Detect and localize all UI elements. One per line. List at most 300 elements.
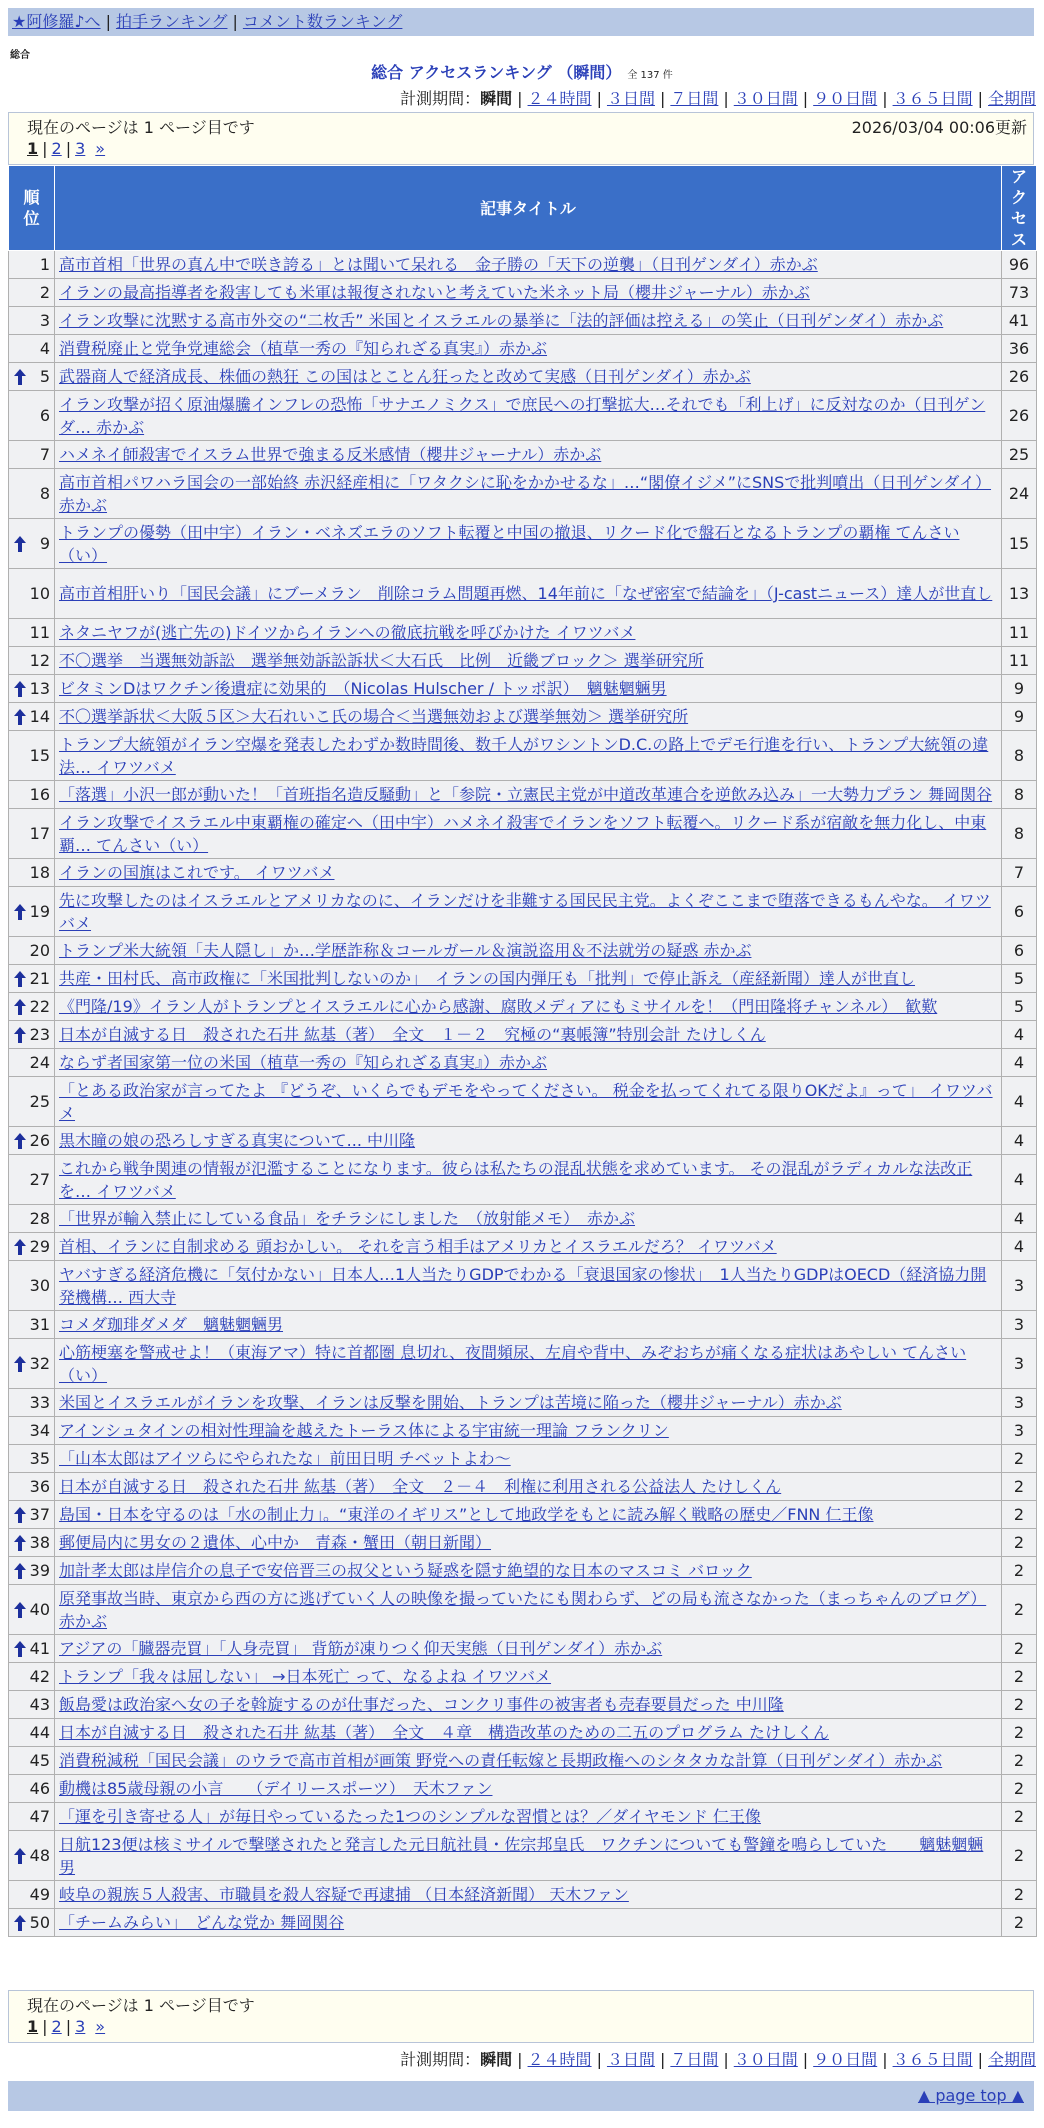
title-cell — [55, 1021, 1002, 1049]
article-link[interactable]: 岐阜の親族５人殺害、市職員を殺人容疑で再逮捕 （日本経済新聞） 天木ファン — [59, 1885, 629, 1904]
page-link[interactable]: 2 — [51, 2017, 62, 2036]
rank-cell — [9, 279, 55, 307]
access-count: 2 — [1002, 1909, 1037, 1937]
title-cell — [55, 519, 1002, 569]
table-row — [9, 1417, 1037, 1445]
up-arrow-icon — [13, 1132, 27, 1150]
article-link[interactable]: 「山本太郎はアイツらにやられたな」前田日明 チベットよわ～ — [59, 1449, 511, 1468]
access-count: 4 — [1002, 1127, 1037, 1155]
ranking-title: 総合 アクセスランキング （瞬間） — [371, 63, 622, 82]
article-link[interactable]: 日航123便は核ミサイルで撃墜されたと発言した元日航社員・佐宗邦皇氏 ワクチンについても警鐘を鳴らしていた 魑魅魍魎男 — [59, 1834, 984, 1877]
title-cell — [55, 1127, 1002, 1155]
rank-number: 31 — [29, 1315, 50, 1334]
title-cell — [55, 1417, 1002, 1445]
rank-cell — [9, 1311, 55, 1339]
table-row — [9, 1445, 1037, 1473]
title-cell — [55, 335, 1002, 363]
rank-number: 44 — [29, 1723, 50, 1742]
rank-cell — [9, 251, 55, 279]
rank-cell — [9, 1691, 55, 1719]
article-link[interactable]: 武器商人で経済成長、株価の熱狂 この国はとことん狂ったと改めて実感（日刊ゲンダイ）赤かぶ — [59, 367, 751, 386]
rank-number: 47 — [29, 1807, 50, 1826]
rank-cell — [9, 1339, 55, 1389]
article-link[interactable]: 不〇選挙 当選無効訴訟 選挙無効訴訟訴状＜大石氏 比例 近畿ブロック＞ 選挙研究所 — [59, 651, 704, 670]
period-label: 計測期間： — [400, 2050, 481, 2069]
rank-number: 43 — [29, 1695, 50, 1714]
table-row — [9, 1049, 1037, 1077]
article-link[interactable]: ネタニヤフが(逃亡先の)ドイツからイランへの徹底抗戦を呼びかけた イワツバメ — [59, 623, 636, 642]
rank-cell — [9, 1557, 55, 1585]
rank-number: 23 — [29, 1025, 50, 1044]
article-link[interactable]: 飯島愛は政治家へ女の子を斡旋するのが仕事だった、コンクリ事件の被害者も売春要員だった 中川隆 — [59, 1695, 784, 1714]
top-navigation-bar — [8, 8, 1034, 36]
title-cell — [55, 1909, 1002, 1937]
rank-number: 28 — [29, 1209, 50, 1228]
article-link[interactable]: コメダ珈琲ダメダ 魑魅魍魎男 — [59, 1315, 284, 1334]
title-cell — [55, 1557, 1002, 1585]
total-count: 全 137 件 — [627, 70, 673, 81]
period-selector-bottom — [400, 2047, 1036, 2070]
table-row — [9, 569, 1037, 619]
title-cell — [55, 1831, 1002, 1881]
title-cell — [55, 887, 1002, 937]
rank-number: 5 — [39, 367, 50, 386]
title-cell — [55, 965, 1002, 993]
title-cell — [55, 1691, 1002, 1719]
rank-cell — [9, 1127, 55, 1155]
period-link[interactable]: ３０日間 — [733, 89, 798, 108]
period-separator: | — [882, 89, 888, 108]
rank-cell — [9, 1417, 55, 1445]
table-row — [9, 519, 1037, 569]
access-count: 26 — [1002, 363, 1037, 391]
article-link[interactable]: 共産・田村氏、高市政権に「米国批判しないのか」 イランの国内弾圧も「批判」で停止訴え（産経新聞）達人が世直し — [59, 969, 916, 988]
table-row — [9, 887, 1037, 937]
rank-number: 17 — [29, 824, 50, 843]
up-arrow-icon — [13, 1562, 27, 1580]
rank-number: 35 — [29, 1449, 50, 1468]
rank-number: 9 — [39, 534, 50, 553]
access-count: 3 — [1002, 1339, 1037, 1389]
rank-cell — [9, 1719, 55, 1747]
article-link[interactable]: 高市首相肝いり「国民会議」にブーメラン 削除コラム問題再燃、14年前に「なぜ密室で結論を」（J-castニュース）達人が世直し — [59, 584, 993, 603]
access-count: 26 — [1002, 391, 1037, 441]
rank-cell — [9, 1831, 55, 1881]
up-arrow-icon — [13, 903, 27, 921]
rank-number: 39 — [29, 1561, 50, 1580]
title-cell — [55, 1261, 1002, 1311]
access-count: 5 — [1002, 993, 1037, 1021]
access-count: 3 — [1002, 1389, 1037, 1417]
article-link[interactable]: 「落選」小沢一郎が動いた！「首班指名造反騒動」と「参院・立憲民主党が中道改革連合を逆飲み込み」一大勢力プラン 舞岡関谷 — [59, 785, 993, 804]
access-count: 2 — [1002, 1747, 1037, 1775]
table-row — [9, 335, 1037, 363]
up-arrow-icon — [13, 1026, 27, 1044]
article-link[interactable]: ハメネイ師殺害でイスラム世界で強まる反米感情（櫻井ジャーナル）赤かぶ — [59, 445, 602, 464]
rank-cell — [9, 1389, 55, 1417]
article-link[interactable]: 高市首相「世界の真ん中で咲き誇る」とは聞いて呆れる 金子勝の「天下の逆襲」（日刊ゲンダイ）赤かぶ — [59, 255, 818, 274]
page-current: 1 — [27, 139, 39, 158]
access-count: 4 — [1002, 1205, 1037, 1233]
period-link[interactable]: ９０日間 — [813, 2050, 878, 2069]
period-link[interactable]: ７日間 — [670, 89, 719, 108]
title-cell — [55, 675, 1002, 703]
access-count: 2 — [1002, 1635, 1037, 1663]
up-arrow-icon — [13, 368, 27, 386]
table-row — [9, 1155, 1037, 1205]
rank-number: 36 — [29, 1477, 50, 1496]
rank-cell — [9, 887, 55, 937]
article-link[interactable]: トランプ「我々は屈しない」 →日本死亡 って、なるよね イワツバメ — [59, 1667, 552, 1686]
up-arrow-icon — [13, 1847, 27, 1865]
page-separator: | — [42, 2017, 48, 2036]
title-cell — [55, 279, 1002, 307]
table-row — [9, 1775, 1037, 1803]
article-link[interactable]: 「とある政治家が言ってたよ 『どうぞ、いくらでもデモをやってください。 税金を払ってくれてる限りOKだよ』って」 イワツバメ — [59, 1080, 993, 1123]
article-link[interactable]: 「運を引き寄せる人」が毎日やっているたった1つのシンプルな習慣とは？／ダイヤモンド 仁王像 — [59, 1807, 761, 1826]
title-cell — [55, 1775, 1002, 1803]
access-count: 2 — [1002, 1719, 1037, 1747]
rank-number: 19 — [29, 902, 50, 921]
period-separator: | — [596, 89, 602, 108]
period-separator: | — [659, 2050, 666, 2069]
table-row — [9, 1311, 1037, 1339]
rank-cell — [9, 1205, 55, 1233]
rank-cell — [9, 703, 55, 731]
rank-cell — [9, 469, 55, 519]
article-link[interactable]: イラン攻撃が招く原油爆騰インフレの恐怖「サナエノミクス」で庶民への打撃拡大…それでも「利上げ」に反対なのか（日刊ゲンダ… 赤かぶ — [59, 394, 986, 437]
table-row — [9, 1585, 1037, 1635]
home-link[interactable]: ★阿修羅♪へ — [12, 12, 101, 31]
article-link[interactable]: 日本が自滅する日 殺された石井 紘基（著） 全文 ２－４ 利権に利用される公益法人 たけしくん — [59, 1477, 782, 1496]
access-count: 3 — [1002, 1261, 1037, 1311]
current-page-text: 現在のページは 1 ページ目です — [27, 1996, 255, 2015]
table-row — [9, 703, 1037, 731]
article-link[interactable]: トランプ大統領がイラン空爆を発表したわずか数時間後、数千人がワシントンD.C.の路上でデモ行進を行い、トランプ大統領の違法… イワツバメ — [59, 734, 989, 777]
article-link[interactable]: イラン攻撃に沈黙する高市外交の“二枚舌” 米国とイスラエルの暴挙に「法的評価は控える」の笑止（日刊ゲンダイ）赤かぶ — [59, 311, 944, 330]
period-selector-top — [400, 86, 1036, 109]
page-link[interactable]: 3 — [75, 2017, 86, 2036]
table-row — [9, 1233, 1037, 1261]
title-cell — [55, 1881, 1002, 1909]
article-link[interactable]: 加計孝太郎は岸信介の息子で安倍晋三の叔父という疑惑を隠す絶望的な日本のマスコミ バロック — [59, 1561, 752, 1580]
page-separator: | — [65, 2017, 72, 2036]
access-count: 5 — [1002, 965, 1037, 993]
title-cell — [55, 703, 1002, 731]
access-count: 2 — [1002, 1803, 1037, 1831]
rank-cell — [9, 937, 55, 965]
article-link[interactable]: 日本が自滅する日 殺された石井 紘基（著） 全文 １－２ 究極の“裏帳簿”特別会計 たけしくん — [59, 1025, 766, 1044]
page-top-link[interactable]: ▲ page top ▲ — [917, 2086, 1024, 2105]
period-label: 計測期間： — [400, 89, 481, 108]
title-cell — [55, 731, 1002, 781]
rank-cell — [9, 809, 55, 859]
article-link[interactable]: 郵便局内に男女の２遺体、心中か 青森・蟹田（朝日新聞） — [59, 1533, 492, 1552]
access-count: 2 — [1002, 1775, 1037, 1803]
rank-number: 26 — [29, 1131, 50, 1150]
period-current: 瞬間 — [480, 89, 513, 108]
rank-number: 15 — [29, 746, 50, 765]
article-link[interactable]: 高市首相パワハラ国会の一部始終 赤沢経産相に「ワタクシに恥をかかせるな」…“閣僚イジメ”にSNSで批判噴出（日刊ゲンダイ）赤かぶ — [59, 472, 992, 515]
table-row — [9, 307, 1037, 335]
rank-cell — [9, 1803, 55, 1831]
article-link[interactable]: 黒木瞳の娘の恐ろしすぎる真実について... 中川隆 — [59, 1131, 416, 1150]
table-row — [9, 859, 1037, 887]
table-row — [9, 1473, 1037, 1501]
article-link[interactable]: 日本が自滅する日 殺された石井 紘基（著） 全文 ４章 構造改革のための二五のプログラム たけしくん — [59, 1723, 830, 1742]
period-link[interactable]: ９０日間 — [813, 89, 878, 108]
article-link[interactable]: アインシュタインの相対性理論を越えたトーラス体による宇宙統一理論 フランクリン — [59, 1421, 669, 1440]
rank-number: 30 — [29, 1276, 50, 1295]
period-link[interactable]: ３６５日間 — [892, 2050, 973, 2069]
rank-cell — [9, 1747, 55, 1775]
rank-cell — [9, 1585, 55, 1635]
article-link[interactable]: 不〇選挙訴状＜大阪５区＞大石れいこ氏の場合＜当選無効および選挙無効＞ 選挙研究所 — [59, 707, 689, 726]
article-link[interactable]: ヤバすぎる経済危機に「気付かない」日本人…1人当たりGDPでわかる「衰退国家の惨状」 1人当たりGDPはOECD（経済協力開発機構… 西大寺 — [59, 1264, 987, 1307]
table-row — [9, 363, 1037, 391]
table-row — [9, 1205, 1037, 1233]
up-arrow-icon — [13, 970, 27, 988]
period-link[interactable]: ３６５日間 — [892, 89, 973, 108]
pagination — [27, 2017, 105, 2036]
article-link[interactable]: 米国とイスラエルがイランを攻撃、イランは反撃を開始、トランプは苦境に陥った（櫻井ジャーナル）赤かぶ — [59, 1393, 842, 1412]
access-count: 6 — [1002, 937, 1037, 965]
rank-number: 20 — [29, 941, 50, 960]
up-arrow-icon — [13, 1601, 27, 1619]
table-row — [9, 1529, 1037, 1557]
rank-number: 13 — [29, 679, 50, 698]
table-row — [9, 731, 1037, 781]
ranking-table — [8, 165, 1037, 1937]
title-cell — [55, 1445, 1002, 1473]
rank-number: 42 — [29, 1667, 50, 1686]
article-link[interactable]: イラン攻撃でイスラエル中東覇権の確定へ（田中宇）ハメネイ殺害でイランをソフト転覆へ。リクード系が宿敵を無力化し、中東覇… てんさい（い） — [59, 812, 987, 855]
up-arrow-icon — [13, 1355, 27, 1373]
article-link[interactable]: ならず者国家第一位の米国（植草一秀の『知られざる真実』）赤かぶ — [59, 1053, 548, 1072]
title-cell — [55, 1529, 1002, 1557]
access-count: 73 — [1002, 279, 1037, 307]
title-cell — [55, 1803, 1002, 1831]
access-count: 2 — [1002, 1691, 1037, 1719]
rank-number: 38 — [29, 1533, 50, 1552]
applause-ranking-link[interactable]: 拍手ランキング — [115, 12, 228, 31]
table-row — [9, 809, 1037, 859]
table-row — [9, 1663, 1037, 1691]
rank-cell — [9, 1049, 55, 1077]
table-row — [9, 675, 1037, 703]
article-link[interactable]: ビタミンDはワクチン後遺症に効果的 （Nicolas Hulscher / トッポ訳） 魑魅魍魎男 — [59, 679, 667, 698]
article-link[interactable]: 心筋梗塞を警戒せよ！（東海アマ）特に首都圏 息切れ、夜間頻尿、左肩や背中、みぞおちが痛くなる症状はあやしい てんさい（い） — [59, 1342, 967, 1385]
access-count: 8 — [1002, 731, 1037, 781]
access-count: 13 — [1002, 569, 1037, 619]
table-row — [9, 469, 1037, 519]
pagination — [27, 139, 105, 158]
access-count: 4 — [1002, 1049, 1037, 1077]
rank-number: 22 — [29, 997, 50, 1016]
table-row — [9, 251, 1037, 279]
table-row — [9, 1719, 1037, 1747]
rank-cell — [9, 519, 55, 569]
article-link[interactable]: 首相、イランに自制求める 頭おかしい。 それを言う相手はアメリカとイスラエルだろ？ イワツバメ — [59, 1237, 777, 1256]
next-page-link[interactable]: » — [95, 139, 106, 158]
next-page-link[interactable]: » — [95, 2017, 106, 2036]
article-link[interactable]: 動機は85歳母親の小言 （デイリースポーツ） 天木ファン — [59, 1779, 493, 1798]
access-count: 15 — [1002, 519, 1037, 569]
title-column-header: 記事タイトル — [55, 166, 1002, 251]
title-cell — [55, 937, 1002, 965]
period-link[interactable]: ２４時間 — [527, 89, 592, 108]
rank-number: 33 — [29, 1393, 50, 1412]
article-link[interactable]: これから戦争関連の情報が氾濫することになります。彼らは私たちの混乱状態を求めています。 その混乱がラディカルな法改正を… イワツバメ — [59, 1158, 973, 1201]
rank-cell — [9, 441, 55, 469]
rank-number: 21 — [29, 969, 50, 988]
rank-cell — [9, 993, 55, 1021]
title-cell — [55, 619, 1002, 647]
rank-number: 46 — [29, 1779, 50, 1798]
period-separator: | — [723, 89, 729, 108]
article-link[interactable]: 消費税減税「国民会議」のウラで高市首相が画策 野党への責任転嫁と長期政権へのシタタカな計算（日刊ゲンダイ）赤かぶ — [59, 1751, 943, 1770]
period-link[interactable]: ３０日間 — [733, 2050, 798, 2069]
table-row — [9, 1077, 1037, 1127]
article-link[interactable]: アジアの「臓器売買」「人身売買」 背筋が凍りつく仰天実態（日刊ゲンダイ）赤かぶ — [59, 1639, 663, 1658]
rank-number: 11 — [29, 623, 50, 642]
title-cell — [55, 1585, 1002, 1635]
page-current: 1 — [27, 2017, 39, 2036]
title-cell — [55, 251, 1002, 279]
rank-cell — [9, 1881, 55, 1909]
title-cell — [55, 1663, 1002, 1691]
access-count: 2 — [1002, 1557, 1037, 1585]
up-arrow-icon — [13, 680, 27, 698]
access-count: 9 — [1002, 703, 1037, 731]
period-separator: | — [659, 89, 666, 108]
table-row — [9, 1557, 1037, 1585]
rank-cell — [9, 307, 55, 335]
article-link[interactable]: 先に攻撃したのはイスラエルとアメリカなのに、イランだけを非難する国民民主党。よくぞここまで堕落できるもんやな。 イワツバメ — [59, 890, 991, 933]
rank-cell — [9, 1021, 55, 1049]
access-count: 96 — [1002, 251, 1037, 279]
rank-number: 32 — [29, 1354, 50, 1373]
title-cell — [55, 1719, 1002, 1747]
article-link[interactable]: 消費税廃止と党争党連総会（植草一秀の『知られざる真実』）赤かぶ — [59, 339, 548, 358]
title-cell — [55, 993, 1002, 1021]
rank-number: 2 — [39, 283, 50, 302]
period-separator: | — [977, 2050, 983, 2069]
page-info-top — [8, 112, 1034, 165]
access-count: 36 — [1002, 335, 1037, 363]
current-page-text: 現在のページは 1 ページ目です — [27, 118, 255, 137]
title-cell — [55, 1389, 1002, 1417]
up-arrow-icon — [13, 1238, 27, 1256]
period-current: 瞬間 — [480, 2050, 513, 2069]
title-cell — [55, 441, 1002, 469]
title-cell — [55, 1501, 1002, 1529]
period-link[interactable]: ７日間 — [670, 2050, 719, 2069]
rank-number: 41 — [29, 1639, 50, 1658]
title-cell — [55, 1233, 1002, 1261]
rank-cell — [9, 1663, 55, 1691]
table-row — [9, 1747, 1037, 1775]
period-separator: | — [723, 2050, 729, 2069]
table-row — [9, 1881, 1037, 1909]
comment-ranking-link[interactable]: コメント数ランキング — [242, 12, 403, 31]
title-cell — [55, 1077, 1002, 1127]
rank-cell — [9, 569, 55, 619]
period-separator: | — [802, 89, 809, 108]
period-link[interactable]: ３日間 — [606, 89, 655, 108]
article-link[interactable]: 「世界が輸入禁止にしている食品」をチラシにしました （放射能メモ） 赤かぶ — [59, 1209, 636, 1228]
access-count: 2 — [1002, 1831, 1037, 1881]
table-row — [9, 1339, 1037, 1389]
rank-cell — [9, 391, 55, 441]
nav-separator: | — [105, 12, 111, 31]
rank-number: 34 — [29, 1421, 50, 1440]
rank-number: 10 — [29, 584, 50, 603]
rank-number: 8 — [39, 484, 50, 503]
table-row — [9, 1021, 1037, 1049]
rank-number: 16 — [29, 785, 50, 804]
rank-number: 37 — [29, 1505, 50, 1524]
access-count: 4 — [1002, 1077, 1037, 1127]
period-separator: | — [882, 2050, 888, 2069]
up-arrow-icon — [13, 708, 27, 726]
period-separator: | — [517, 89, 523, 108]
rank-number: 12 — [29, 651, 50, 670]
rank-cell — [9, 675, 55, 703]
period-link[interactable]: 全期間 — [987, 2050, 1036, 2069]
access-count: 8 — [1002, 781, 1037, 809]
title-cell — [55, 569, 1002, 619]
rank-number: 3 — [39, 311, 50, 330]
access-count: 2 — [1002, 1473, 1037, 1501]
period-separator: | — [802, 2050, 809, 2069]
page-link[interactable]: 2 — [51, 139, 62, 158]
article-link[interactable]: トランプの優勢（田中宇）イラン・ベネズエラのソフト転覆と中国の撤退、リクード化で盤石となるトランプの覇権 てんさい（い） — [59, 522, 960, 565]
rank-number: 4 — [39, 339, 50, 358]
period-link[interactable]: ３日間 — [606, 2050, 655, 2069]
period-link[interactable]: ２４時間 — [527, 2050, 592, 2069]
title-cell — [55, 647, 1002, 675]
period-link[interactable]: 全期間 — [987, 89, 1036, 108]
title-cell — [55, 1205, 1002, 1233]
article-link[interactable]: 《門隆/19》イラン人がトランプとイスラエルに心から感謝、腐敗メディアにもミサイルを！（門田隆将チャンネル） 歓歎 — [59, 997, 938, 1016]
access-count: 11 — [1002, 619, 1037, 647]
rank-number: 48 — [29, 1846, 50, 1865]
rank-number: 25 — [29, 1092, 50, 1111]
article-link[interactable]: 島国・日本を守るのは「水の制止力」。“東洋のイギリス”として地政学をもとに読み解く戦略の歴史／FNN 仁王像 — [59, 1505, 874, 1524]
access-count: 2 — [1002, 1881, 1037, 1909]
rank-number: 6 — [39, 406, 50, 425]
article-link[interactable]: 原発事故当時、東京から西の方に逃げていく人の映像を撮っていたにも関わらず、どの局も流さなかった（まっちゃんのブログ）赤かぶ — [59, 1588, 987, 1631]
article-link[interactable]: トランプ米大統領「夫人隠し」か…学歴詐称＆コールガール＆演説盗用＆不法就労の疑惑 赤かぶ — [59, 941, 752, 960]
rank-cell — [9, 1233, 55, 1261]
access-count: 9 — [1002, 675, 1037, 703]
table-row — [9, 1691, 1037, 1719]
rank-number: 14 — [29, 707, 50, 726]
table-row — [9, 1261, 1037, 1311]
page-link[interactable]: 3 — [75, 139, 86, 158]
access-count: 4 — [1002, 1233, 1037, 1261]
article-link[interactable]: イランの最高指導者を殺害しても米軍は報復されないと考えていた米ネット局（櫻井ジャーナル）赤かぶ — [59, 283, 810, 302]
rank-cell — [9, 1529, 55, 1557]
rank-number: 40 — [29, 1600, 50, 1619]
article-link[interactable]: 「チームみらい」 どんな党か 舞岡関谷 — [59, 1913, 345, 1932]
rank-number: 50 — [29, 1913, 50, 1932]
article-link[interactable]: イランの国旗はこれです。 イワツバメ — [59, 863, 335, 882]
table-row — [9, 965, 1037, 993]
rank-cell — [9, 363, 55, 391]
table-row — [9, 1909, 1037, 1937]
